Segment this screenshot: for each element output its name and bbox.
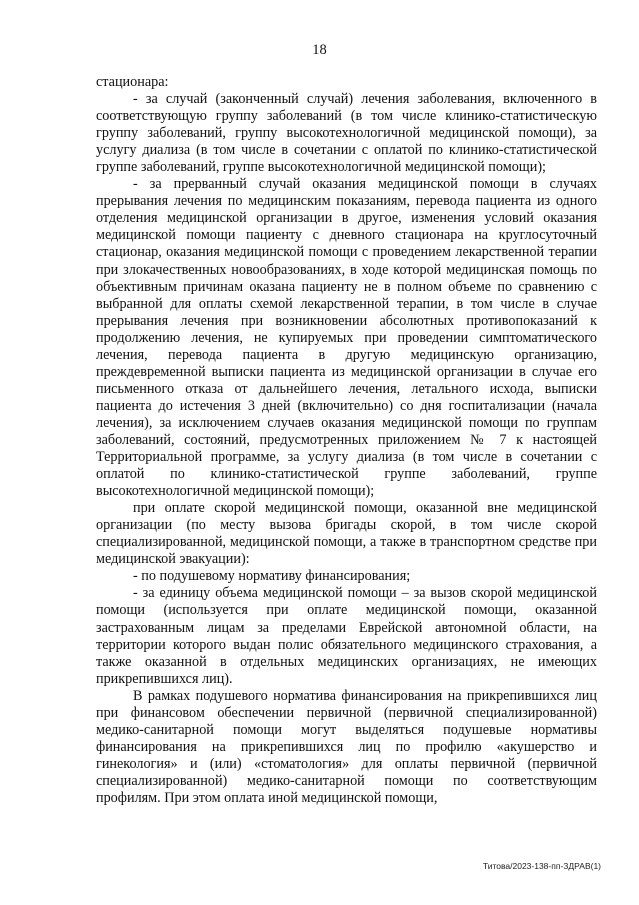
paragraph: - за единицу объема медицинской помощи – за вызов скорой медицинской помощи (используется при оплате медицинской помощи, оказанной застрахованным лицам за пределами Еврейской автономной области, на территории которого выдан полис обязательного медицинского страхования, а также оказанной в отдельных медицинских организациях, не имеющих прикрепившихся лиц). [96,585,597,687]
paragraph: при оплате скорой медицинской помощи, оказанной вне медицинской организации (по месту вызова бригады скорой, в том числе скорой специализированной, медицинской помощи, а также в транспортном средстве при медицинской эвакуации): [96,500,597,568]
paragraph: - за случай (законченный случай) лечения заболевания, включенного в соответствующую группу заболеваний (в том числе клинико-статистическую группу заболеваний, группу высокотехнологичной медицинской помощи), за услугу диализа (в том числе в сочетании с оплатой по клинико-статистической группе заболеваний, группе высокотехнологичной медицинской помощи); [96,91,597,176]
page-number: 18 [312,42,327,58]
body-text [96,74,597,807]
paragraph: стационара: [96,74,169,90]
document-footer-code: Титова/2023-138-пп-ЗДРАВ(1) [482,861,601,871]
paragraph: - за прерванный случай оказания медицинской помощи в случаях прерывания лечения по медицинским показаниям, перевода пациента из одного отделения медицинской организации в другое, изменения условий оказания медицинской помощи пациенту с дневного стационара на круглосуточный стационар, оказания медицинской помощи с проведением лекарственной терапии при злокачественных новообразованиях, в ходе которой медицинская помощь по объективным причинам оказана пациенту не в полном объеме по сравнению с выбранной для оплаты схемой лекарственной терапии, в том числе в случае прерывания лечения при возникновении абсолютных противопоказаний к продолжению лечения, не купируемых при проведении симптоматического лечения, перевода пациента в другую медицинскую организацию, преждевременной выписки пациента из медицинской организации в случае его письменного отказа от дальнейшего лечения, летального исхода, выписки пациента до истечения 3 дней (включительно) со дня госпитализации (начала лечения), за исключением случаев оказания медицинской помощи по группам заболеваний, состояний, предусмотренных приложением № 7 к настоящей Территориальной программе, за услугу диализа (в том числе в сочетании с оплатой по клинико-статистической группе заболеваний, группе высокотехнологичной медицинской помощи); [96,176,597,500]
paragraph: В рамках подушевого норматива финансирования на прикрепившихся лиц при финансовом обеспечении первичной (первичной специализированной) медико-санитарной помощи могут выделяться подушевые нормативы финансирования на прикрепившихся лиц по профилю «акушерство и гинекология» и (или) «стоматология» для оплаты первичной (первичной специализированной) медико-санитарной помощи по соответствующим профилям. При этом оплата иной медицинской помощи, [96,687,597,806]
paragraph: - по подушевому нормативу финансирования; [133,568,411,585]
